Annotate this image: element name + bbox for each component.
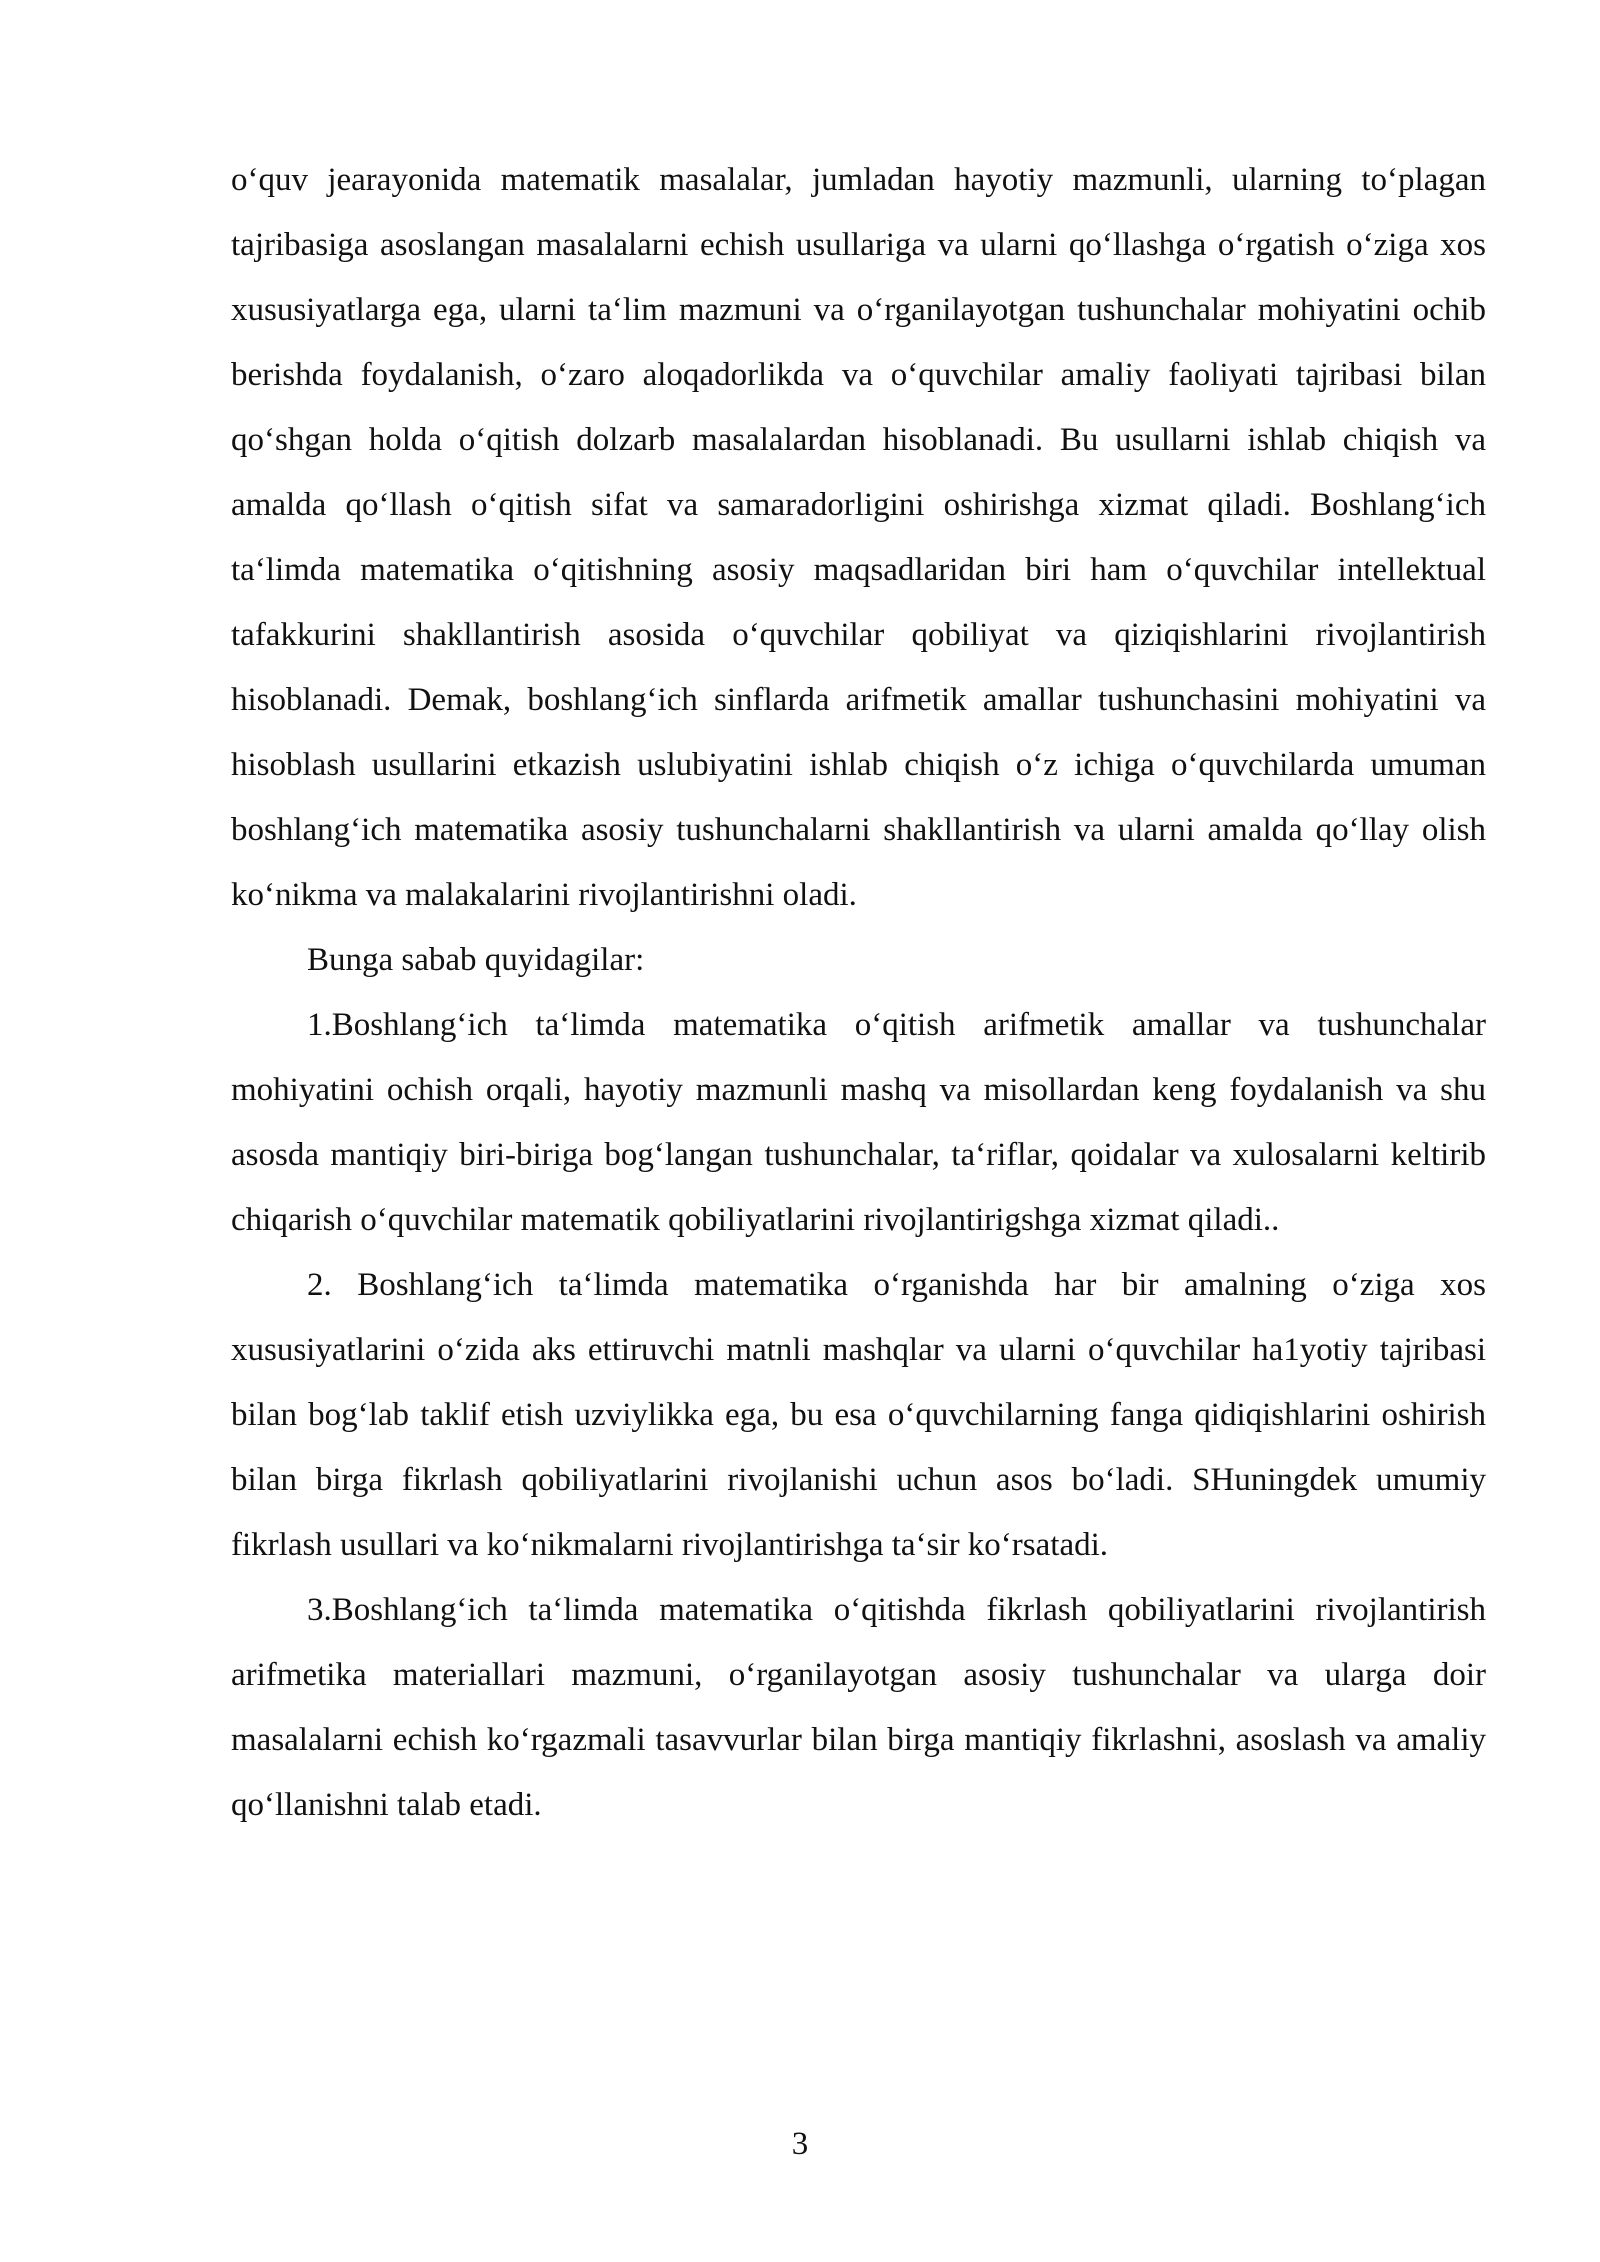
- paragraph-reason-1: 1.Boshlang‘ich ta‘limda matematika o‘qitish arifmetik amallar va tushunchalar mohiyatini ochish orqali, hayotiy mazmunli mashq va misollardan keng foydalanish va shu asosda mantiqiy biri-biriga bog‘langan tushunchalar, ta‘riflar, qoidalar va xulosalarni keltirib chiqarish o‘quvchilar matematik qobiliyatlarini rivojlantirigshga xizmat qiladi..: [231, 1007, 1486, 1238]
- page-number: 3: [791, 2126, 809, 2162]
- paragraph-reasons-heading: Bunga sabab quyidagilar:: [307, 942, 645, 978]
- body-text: [231, 148, 1486, 1838]
- paragraph-intro: o‘quv jearayonida matematik masalalar, jumladan hayotiy mazmunli, ularning to‘plagan tajribasiga asoslangan masalalarni echish usullariga va ularni qo‘llashga o‘rgatish o‘ziga xos xususiyatlarga ega, ularni ta‘lim mazmuni va o‘rganilayotgan tushunchalar mohiyatini ochib berishda foydalanish, o‘zaro aloqadorlikda va o‘quvchilar amaliy faoliyati tajribasi bilan qo‘shgan holda o‘qitish dolzarb masalalardan hisoblanadi. Bu usullarni ishlab chiqish va amalda qo‘llash o‘qitish sifat va samaradorligini oshirishga xizmat qiladi. Boshlang‘ich ta‘limda matematika o‘qitishning asosiy maqsadlaridan biri ham o‘quvchilar intellektual tafakkurini shakllantirish asosida o‘quvchilar qobiliyat va qiziqishlarini rivojlantirish hisoblanadi. Demak, boshlang‘ich sinflarda arifmetik amallar tushunchasini mohiyatini va hisoblash usullarini etkazish uslubiyatini ishlab chiqish o‘z ichiga o‘quvchilarda umuman boshlang‘ich matematika asosiy tushunchalarni shakllantirish va ularni amalda qo‘llay olish ko‘nikma va malakalarini rivojlantirishni oladi.: [231, 162, 1486, 913]
- paragraph-reason-3: 3.Boshlang‘ich ta‘limda matematika o‘qitishda fikrlash qobiliyatlarini rivojlantirish arifmetika materiallari mazmuni, o‘rganilayotgan asosiy tushunchalar va ularga doir masalalarni echish ko‘rgazmali tasavvurlar bilan birga mantiqiy fikrlashni, asoslash va amaliy qo‘llanishni talab etadi.: [231, 1592, 1486, 1823]
- paragraph-reason-2: 2. Boshlang‘ich ta‘limda matematika o‘rganishda har bir amalning o‘ziga xos xususiyatlarini o‘zida aks ettiruvchi matnli mashqlar va ularni o‘quvchilar ha1yotiy tajribasi bilan bog‘lab taklif etish uzviylikka ega, bu esa o‘quvchilarning fanga qidiqishlarini oshirish bilan birga fikrlash qobiliyatlarini rivojlanishi uchun asos bo‘ladi. SHuningdek umumiy fikrlash usullari va ko‘nikmalarni rivojlantirishga ta‘sir ko‘rsatadi.: [231, 1267, 1486, 1563]
